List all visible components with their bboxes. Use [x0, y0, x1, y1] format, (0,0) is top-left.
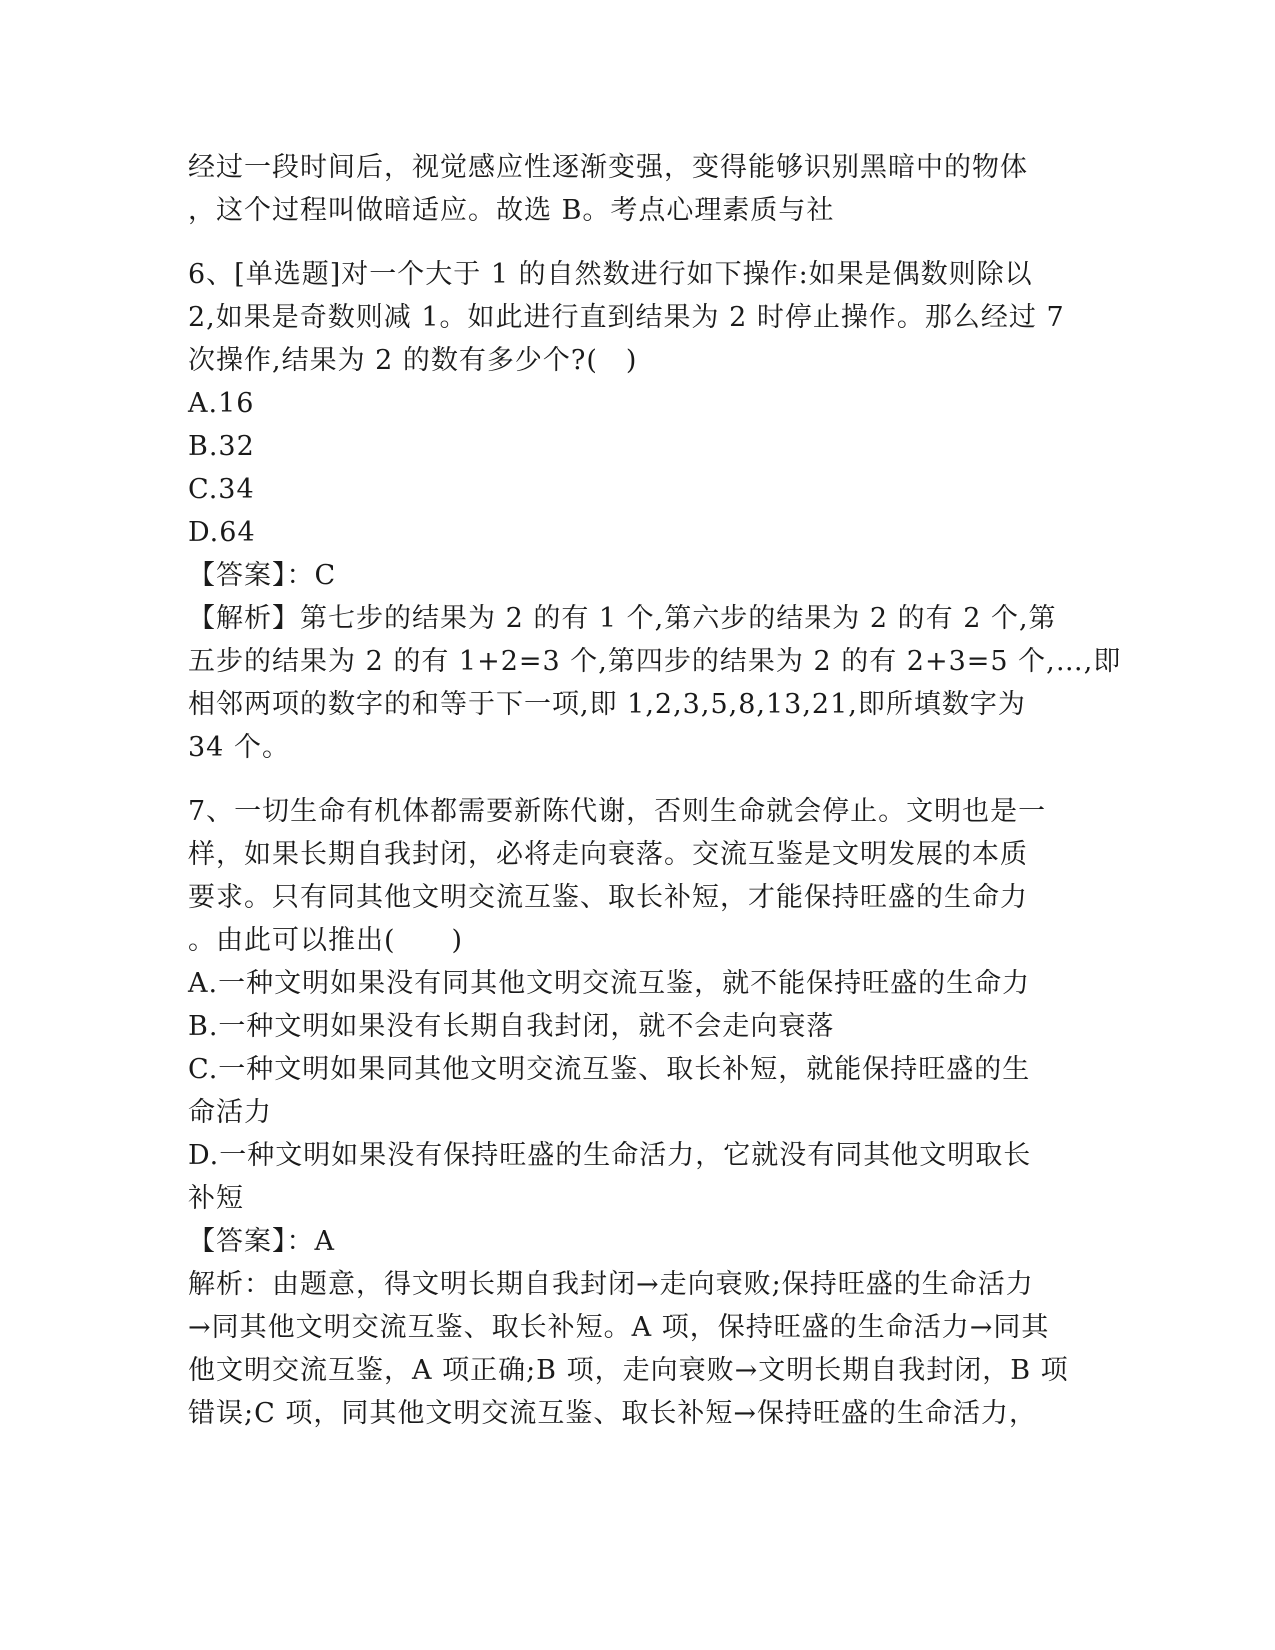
option-c: C.34	[188, 474, 255, 505]
section-5-tail	[188, 146, 1088, 232]
question-stem-line: 7、一切生命有机体都需要新陈代谢，否则生命就会停止。文明也是一	[188, 796, 1047, 827]
analysis-line: 解析：由题意，得文明长期自我封闭→走向衰败;保持旺盛的生命活力	[188, 1269, 1034, 1300]
question-stem-line: 样，如果长期自我封闭，必将走向衰落。交流互鉴是文明发展的本质	[188, 839, 1028, 870]
question-6	[188, 253, 1122, 769]
option-c: C.一种文明如果同其他文明交流互鉴、取长补短，就能保持旺盛的生	[188, 1054, 1031, 1085]
question-stem-line: 次操作,结果为 2 的数有多少个?( )	[188, 345, 638, 376]
analysis-line: 34 个。	[188, 732, 290, 763]
answer-line: 【答案】：A	[188, 1226, 335, 1257]
text-line: 经过一段时间后，视觉感应性逐渐变强，变得能够识别黑暗中的物体	[188, 152, 1028, 183]
option-a: A.16	[188, 388, 255, 419]
analysis-line: 五步的结果为 2 的有 1+2=3 个,第四步的结果为 2 的有 2+3=5 个,…,即	[188, 646, 1122, 677]
option-b: B.32	[188, 431, 255, 462]
question-stem-line: 。由此可以推出( )	[188, 925, 464, 956]
question-stem-line: 6、[单选题]对一个大于 1 的自然数进行如下操作:如果是偶数则除以	[188, 259, 1033, 290]
analysis-line: →同其他文明交流互鉴、取长补短。A 项，保持旺盛的生命活力→同其	[188, 1312, 1050, 1343]
analysis-line: 相邻两项的数字的和等于下一项,即 1,2,3,5,8,13,21,即所填数字为	[188, 689, 1026, 720]
option-c-continued: 命活力	[188, 1097, 272, 1128]
option-b: B.一种文明如果没有长期自我封闭，就不会走向衰落	[188, 1011, 835, 1042]
document-page	[188, 146, 1122, 1435]
paragraph-gap	[188, 769, 1088, 790]
analysis-line: 错误;C 项，同其他文明交流互鉴、取长补短→保持旺盛的生命活力，	[188, 1398, 1037, 1429]
option-d-continued: 补短	[188, 1183, 244, 1214]
option-d: D.64	[188, 517, 256, 548]
answer-line: 【答案】：C	[188, 560, 337, 591]
question-7	[188, 790, 1088, 1435]
analysis-line: 【解析】第七步的结果为 2 的有 1 个,第六步的结果为 2 的有 2 个,第	[188, 603, 1057, 634]
analysis-line: 他文明交流互鉴，A 项正确;B 项，走向衰败→文明长期自我封闭，B 项	[188, 1355, 1069, 1386]
question-stem-line: 2,如果是奇数则减 1。如此进行直到结果为 2 时停止操作。那么经过 7	[188, 302, 1065, 333]
option-a: A.一种文明如果没有同其他文明交流互鉴，就不能保持旺盛的生命力	[188, 968, 1031, 999]
option-d: D.一种文明如果没有保持旺盛的生命活力，它就没有同其他文明取长	[188, 1140, 1032, 1171]
question-stem-line: 要求。只有同其他文明交流互鉴、取长补短，才能保持旺盛的生命力	[188, 882, 1028, 913]
text-line: ，这个过程叫做暗适应。故选 B。考点心理素质与社	[188, 195, 835, 226]
paragraph-gap	[188, 232, 1088, 253]
